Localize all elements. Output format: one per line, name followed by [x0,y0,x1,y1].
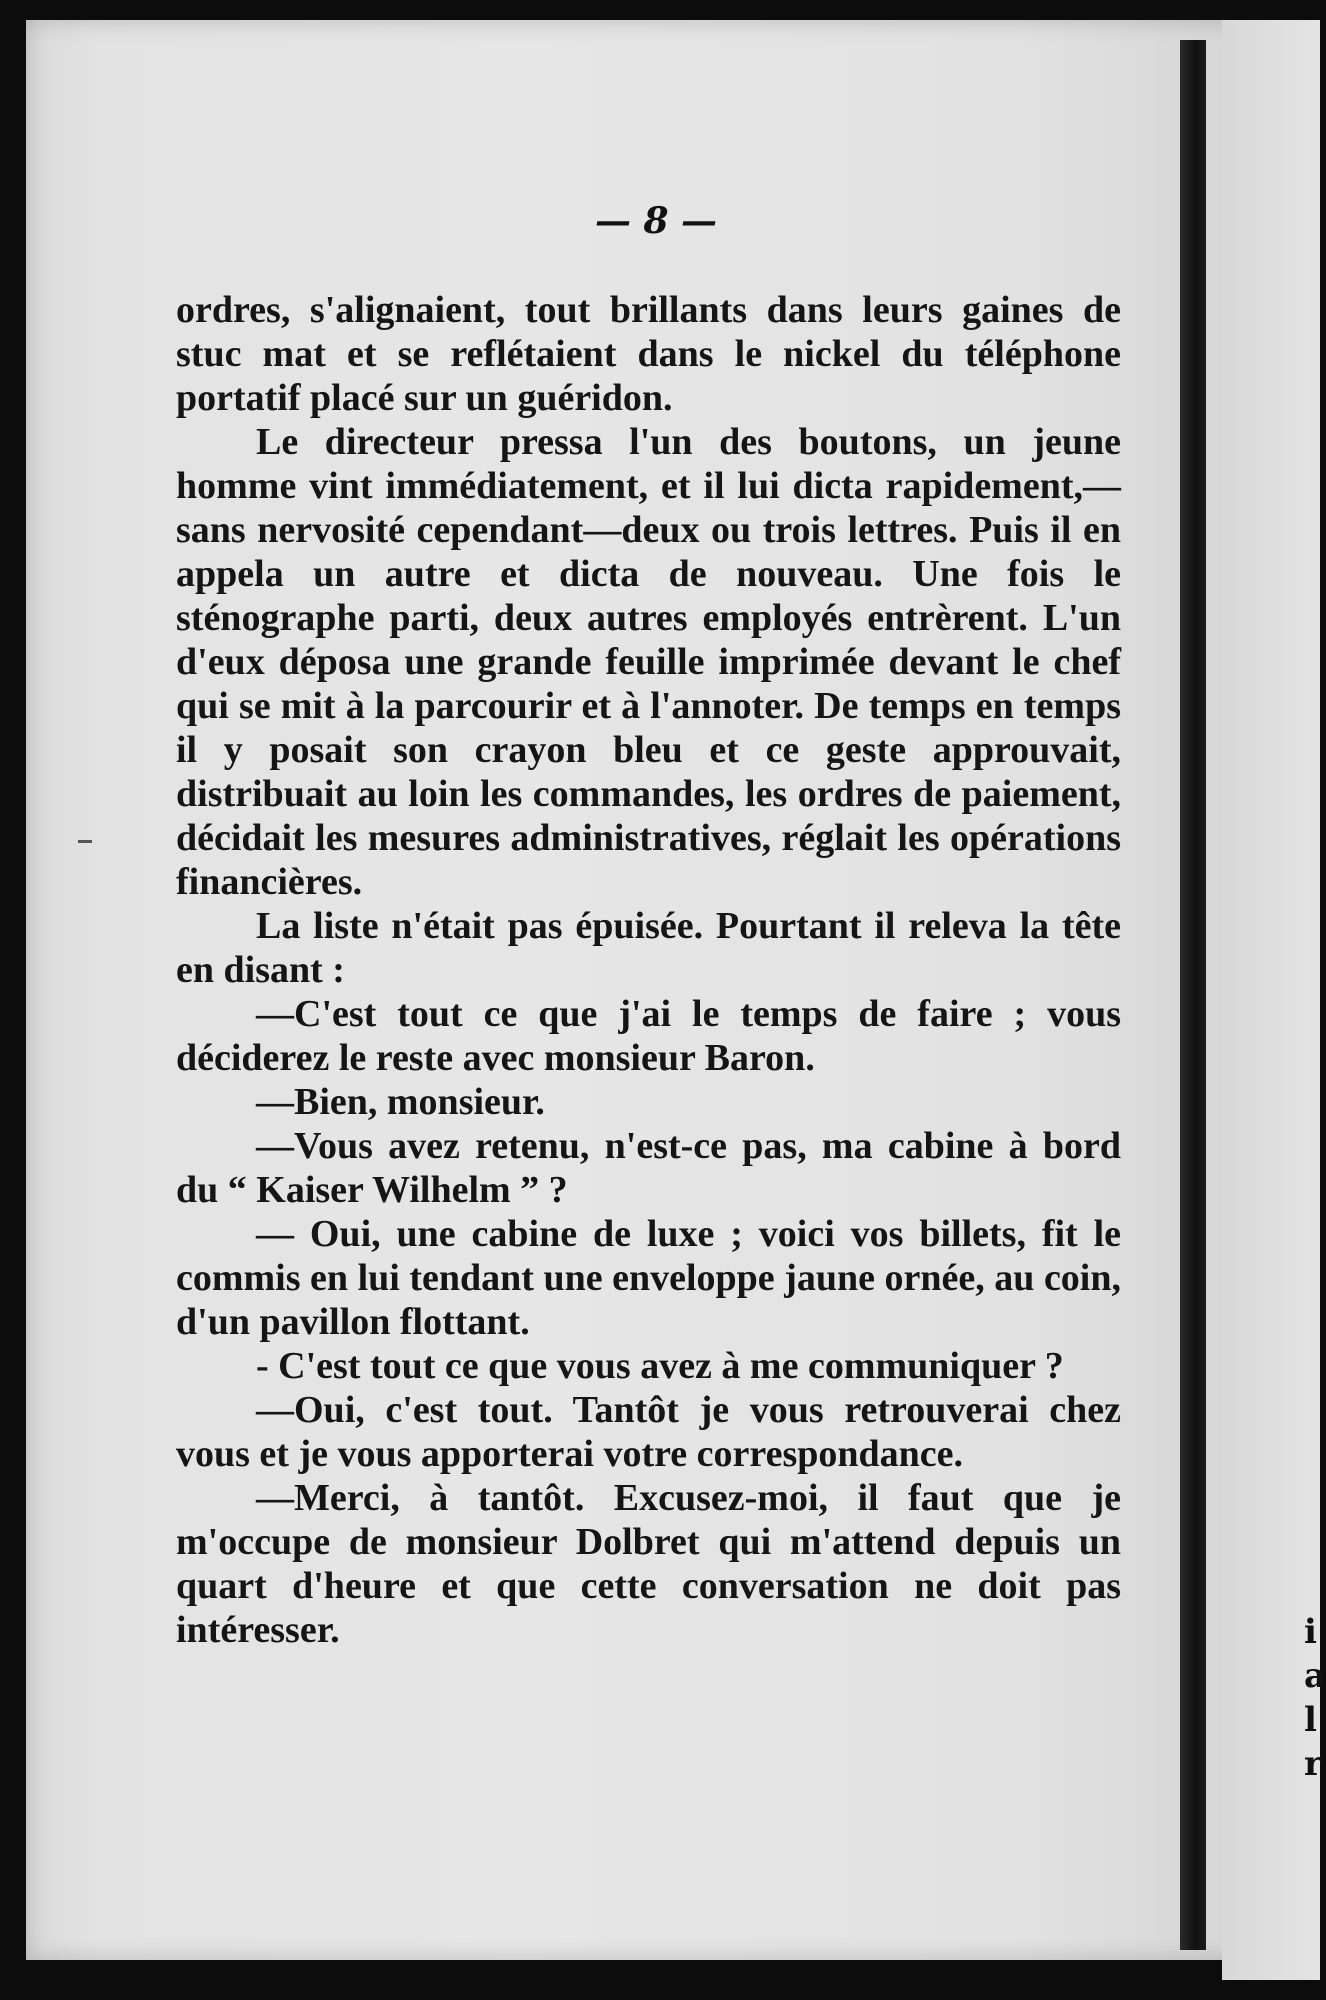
paragraph: ordres, s'alignaient, tout brillants dans leurs gaines de stuc mat et se reflétaient dans le nickel du téléphone portatif placé sur un guéridon. [176,289,1121,419]
paragraph: - C'est tout ce que vous avez à me communiquer ? [256,1345,1064,1387]
paragraph: La liste n'était pas épuisée. Pourtant il releva la tête en disant : [176,905,1121,991]
paragraph: Le directeur pressa l'un des boutons, un jeune homme vint immédiatement, et il lui dicta rapidement,—sans nervosité cependant—deux ou trois lettres. Puis il en appela un autre et dicta de nouveau. Une fois le sténographe parti, deux autres employés entrèrent. L'un d'eux déposa une grande feuille imprimée devant le chef qui se mit à la parcourir et à l'annoter. De temps en temps il y posait son crayon bleu et ce geste approuvait, distribuait au loin les commandes, les ordres de paiement, décidait les mesures administratives, réglait les opérations financières. [176,421,1121,903]
book-spine-shadow [1180,40,1206,1950]
margin-mark [78,840,92,843]
paragraph: —Bien, monsieur. [256,1081,545,1123]
paragraph: —Vous avez retenu, n'est-ce pas, ma cabine à bord du “ Kaiser Wilhelm ” ? [176,1125,1121,1211]
body-text [176,288,1121,1652]
paragraph: — Oui, une cabine de luxe ; voici vos billets, fit le commis en lui tendant une enveloppe jaune ornée, au coin, d'un pavillon flottant. [176,1213,1121,1343]
facing-page-letters: i a l r [1304,1612,1326,1784]
paragraph: —C'est tout ce que j'ai le temps de faire ; vous déciderez le reste avec monsieur Baron. [176,993,1121,1079]
book-page [26,20,1261,1960]
paragraph: —Oui, c'est tout. Tantôt je vous retrouverai chez vous et je vous apporterai votre correspondance. [176,1389,1121,1475]
page-number: — 8 — [594,200,718,242]
paragraph: —Merci, à tantôt. Excusez-moi, il faut que je m'occupe de monsieur Dolbret qui m'attend depuis un quart d'heure et que cette conversation ne doit pas intéresser. [176,1477,1121,1651]
facing-page-edge [1222,20,1326,1980]
